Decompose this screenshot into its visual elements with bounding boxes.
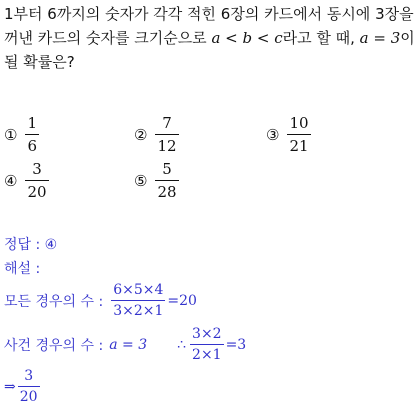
numerator: 10 xyxy=(289,114,309,132)
total-cases-result: =20 xyxy=(167,292,197,309)
question-line-1 xyxy=(4,4,414,24)
condition-expression: a = 3 xyxy=(359,29,401,47)
denominator: 12 xyxy=(155,134,178,155)
implies-arrow: ⇒ xyxy=(4,378,16,395)
denominator: 2×1 xyxy=(190,344,224,363)
numerator: 7 xyxy=(162,114,172,132)
event-cases-line xyxy=(4,326,246,363)
choice-2[interactable] xyxy=(134,114,181,155)
question-line-3 xyxy=(4,52,75,72)
answer-label: 정답 : xyxy=(4,237,41,253)
explanation-label xyxy=(4,258,40,278)
event-cases-result: =3 xyxy=(225,336,247,353)
question-text: 라고 할 때, xyxy=(282,29,360,47)
denominator: 3×2×1 xyxy=(111,300,165,319)
choice-4[interactable] xyxy=(4,160,51,201)
choice-3[interactable] xyxy=(266,114,313,155)
numerator: 1 xyxy=(27,114,37,132)
denominator: 6 xyxy=(25,134,39,155)
choice-fraction xyxy=(25,160,48,201)
question-text: 될 확률은? xyxy=(4,53,75,71)
order-expression: a < b < c xyxy=(211,29,283,47)
question-text: 이 xyxy=(400,29,415,47)
final-fraction xyxy=(18,368,40,405)
question-text: 1부터 6까지의 숫자가 각각 적힌 6장의 카드에서 동시에 3장을 xyxy=(4,5,414,23)
numerator: 3×2 xyxy=(192,326,222,342)
choice-fraction xyxy=(155,114,178,155)
choice-5[interactable] xyxy=(134,160,181,201)
denominator: 28 xyxy=(155,180,178,201)
choice-1[interactable] xyxy=(4,114,41,155)
choice-fraction xyxy=(287,114,310,155)
event-cases-label: 사건 경우의 수 : xyxy=(4,337,104,354)
choice-fraction xyxy=(25,114,39,155)
choice-fraction xyxy=(155,160,178,201)
answer-value: ④ xyxy=(44,237,58,253)
final-answer-line xyxy=(4,368,42,405)
total-cases-line xyxy=(4,282,197,319)
total-cases-label: 모든 경우의 수 : xyxy=(4,293,104,310)
denominator: 21 xyxy=(287,134,310,155)
choice-marker: ① xyxy=(4,125,18,144)
answer-line xyxy=(4,234,57,254)
question-line-2 xyxy=(4,28,415,48)
choice-marker: ⑤ xyxy=(134,171,148,190)
choice-marker: ④ xyxy=(4,171,18,190)
event-cases-fraction xyxy=(190,326,224,363)
numerator: 3 xyxy=(32,160,42,178)
therefore-symbol: ∴ xyxy=(177,336,187,353)
denominator: 20 xyxy=(25,180,48,201)
explanation-text: 해설 : xyxy=(4,261,41,277)
question-text: 꺼낸 카드의 숫자를 크기순으로 xyxy=(4,29,212,47)
numerator: 3 xyxy=(24,368,34,384)
denominator: 20 xyxy=(18,386,40,405)
numerator: 5 xyxy=(162,160,172,178)
total-cases-fraction xyxy=(111,282,165,319)
event-condition: a = 3 xyxy=(109,336,148,353)
numerator: 6×5×4 xyxy=(113,282,164,298)
choice-marker: ③ xyxy=(266,125,280,144)
choice-marker: ② xyxy=(134,125,148,144)
